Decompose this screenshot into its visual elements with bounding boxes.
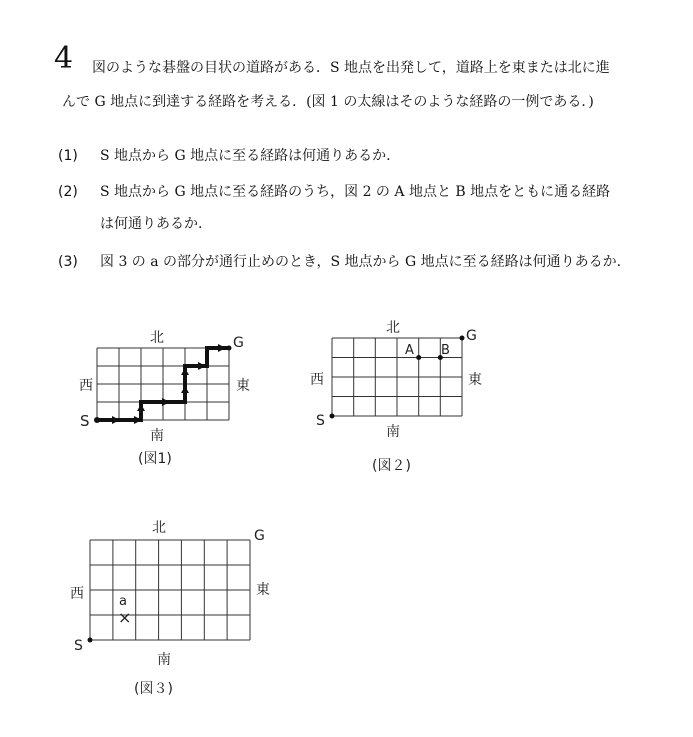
figure-3-goal-label: G (254, 528, 265, 544)
figure-3-east-label: 東 (256, 582, 270, 598)
figure-3-blocked-label: a (119, 594, 127, 609)
figure-2-point-a-dot (416, 355, 421, 360)
question-1-label: (1) (58, 148, 78, 164)
figure-3-caption: (図３) (134, 681, 173, 697)
figure-1-caption: (図1) (138, 451, 172, 467)
figure-3-grid (90, 540, 250, 640)
figure-3-south-label: 南 (157, 652, 171, 668)
figure-2-south-label: 南 (386, 424, 400, 440)
intro-line-2: んで G 地点に到達する経路を考える．(図 1 の太線はそのような経路の一例である．) (62, 94, 594, 110)
question-1-text: S 地点から G 地点に至る経路は何通りあるか. (100, 148, 391, 164)
figure-3-start-dot (88, 638, 93, 643)
figure-2-north-label: 北 (386, 320, 400, 336)
figure-2-east-label: 東 (468, 372, 482, 388)
intro-line-1: 図のような碁盤の目状の道路がある．S 地点を出発して，道路上を東または北に進 (92, 60, 610, 76)
figure-2-point-a-label: A (405, 343, 414, 358)
question-2-label: (2) (58, 184, 78, 200)
figure-2-start-label: S (316, 413, 325, 429)
figure-1-goal-label: G (233, 335, 244, 351)
figure-2-goal-dot (460, 336, 465, 341)
question-2-text: S 地点から G 地点に至る経路のうち，図 2 の A 地点と B 地点をともに通る経路 (100, 184, 611, 200)
figure-1-start-dot (94, 417, 100, 423)
figure-3-start-label: S (74, 638, 83, 654)
figure-1-start-label: S (80, 412, 90, 430)
figure-2-caption: (図２) (372, 458, 411, 474)
figure-1-goal-dot (227, 346, 232, 351)
figure-3-blocked-mark: × (118, 608, 132, 627)
figure-3-west-label: 西 (70, 586, 84, 602)
problem-number: 4 (54, 41, 74, 76)
question-2-text-cont: は何通りあるか. (100, 216, 203, 232)
figure-2-start-dot (330, 414, 335, 419)
question-3-label: (3) (58, 254, 78, 270)
question-3-text: 図 3 の a の部分が通行止めのとき，S 地点から G 地点に至る経路は何通りあるか. (100, 254, 622, 270)
figure-1-west-label: 西 (79, 378, 93, 394)
figure-1-north-label: 北 (150, 330, 164, 346)
figure-2-goal-label: G (466, 328, 477, 344)
figure-2-west-label: 西 (310, 372, 324, 388)
figure-2-point-b-label: B (441, 343, 450, 358)
figure-1-east-label: 東 (236, 378, 250, 394)
figure-1-south-label: 南 (150, 428, 164, 444)
figure-1-grid (97, 348, 229, 420)
figure-3-north-label: 北 (152, 520, 166, 536)
